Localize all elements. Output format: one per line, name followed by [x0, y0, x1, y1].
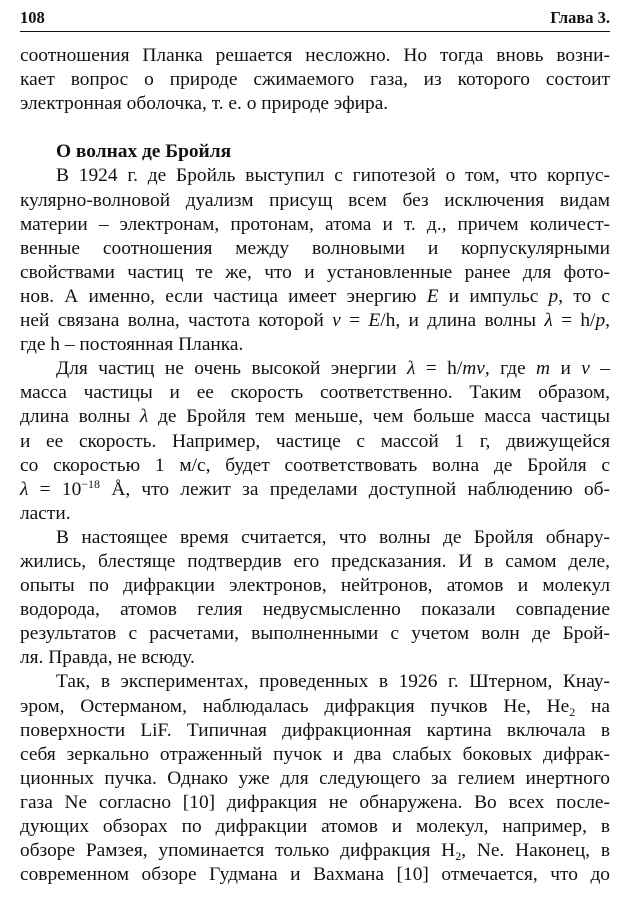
text-line: свойствами частиц те же, что и установленные ранее для фото- — [20, 261, 610, 283]
page-body — [20, 44, 610, 887]
text-line: где h – постоянная Планка. — [20, 334, 244, 356]
paragraph-gap — [20, 116, 610, 140]
text-line: ля. Правда, не всюду. — [20, 647, 195, 669]
text-line: кает вопрос о природе сжимаемого газа, из которого состоит — [20, 69, 610, 91]
text-line: поверхности LiF. Типичная дифракционная картина включала в — [20, 719, 610, 741]
text-line: В настоящее время считается, что волны де Бройля обнару- — [56, 526, 610, 548]
text-line: Так, в экспериментах, проведенных в 1926 г. Штерном, Кнау- — [56, 671, 610, 693]
text-line: электронная оболочка, т. е. о природе эфира. — [20, 93, 389, 115]
text-line: $\lambda = 10^{-18}$ Å, что лежит за пределами доступной наблюдению об- — [20, 476, 610, 500]
text-line: масса частицы и ее скорость соответственно. Таким образом, — [20, 382, 610, 404]
text-line: себя зеркально отраженный пучок и два слабых боковых дифрак- — [20, 743, 610, 765]
text-line: обзоре Рамзея, упоминается только дифракция $H_2$, Ne. Наконец, в — [20, 840, 610, 864]
text-line: результатов с расчетами, выполненными с учетом волн де Брой- — [20, 623, 610, 645]
text-line: нов. А именно, если частица имеет энергию E и импульс p, то с — [20, 285, 610, 307]
running-header — [20, 8, 610, 30]
text-line: газа Ne согласно [10] дифракция не обнаружена. Во всех после- — [20, 791, 610, 813]
text-line: ласти. — [20, 502, 71, 524]
text-line: опыты по дифракции электронов, нейтронов, атомов и молекул — [20, 575, 610, 597]
text-line: В 1924 г. де Бройль выступил с гипотезой о том, что корпус- — [56, 165, 610, 187]
text-line: жились, блестяще подтвердив его предсказания. И в самом деле, — [20, 550, 610, 572]
text-line: ней связана волна, частота которой ν = E/h, и длина волны λ = h/p, — [20, 310, 610, 332]
chapter-title: Глава 3. — [550, 8, 610, 27]
text-line: дующих обзорах по дифракции атомов и молекул, например, в — [20, 816, 610, 837]
text-line: длина волны λ де Бройля тем меньше, чем больше масса частицы — [20, 406, 610, 428]
text-line: водорода, атомов гелия недвусмысленно показали совпадение — [20, 599, 610, 621]
header-rule — [20, 31, 610, 32]
text-line: соотношения Планка решается несложно. Но тогда вновь возни- — [20, 45, 610, 66]
text-line: кулярно-волновой дуализм присущ всем без исключения видам — [20, 189, 610, 211]
section-heading: О волнах де Бройля — [56, 141, 232, 163]
text-line: современном обзоре Гудмана и Вахмана [10] отмечается, что до — [20, 864, 610, 886]
text-line: материи – электронам, протонам, атома и т. д., причем количест- — [20, 213, 610, 235]
text-line: эром, Остерманом, наблюдалась дифракция пучков He, $He_2$ на — [20, 695, 610, 719]
page-number: 108 — [20, 8, 45, 27]
text-line: Для частиц не очень высокой энергии λ = h/mv, где m и v – — [56, 358, 610, 380]
text-line: со скоростью 1 м/с, будет соответствовать волна де Бройля с — [20, 454, 610, 476]
text-line: венные соотношения между волновыми и корпускулярными — [20, 237, 610, 259]
text-line: и ее скорость. Например, частице с массой 1 г, движущейся — [20, 430, 610, 452]
text-line: ционных пучка. Однако уже для следующего за гелием инертного — [20, 767, 610, 789]
